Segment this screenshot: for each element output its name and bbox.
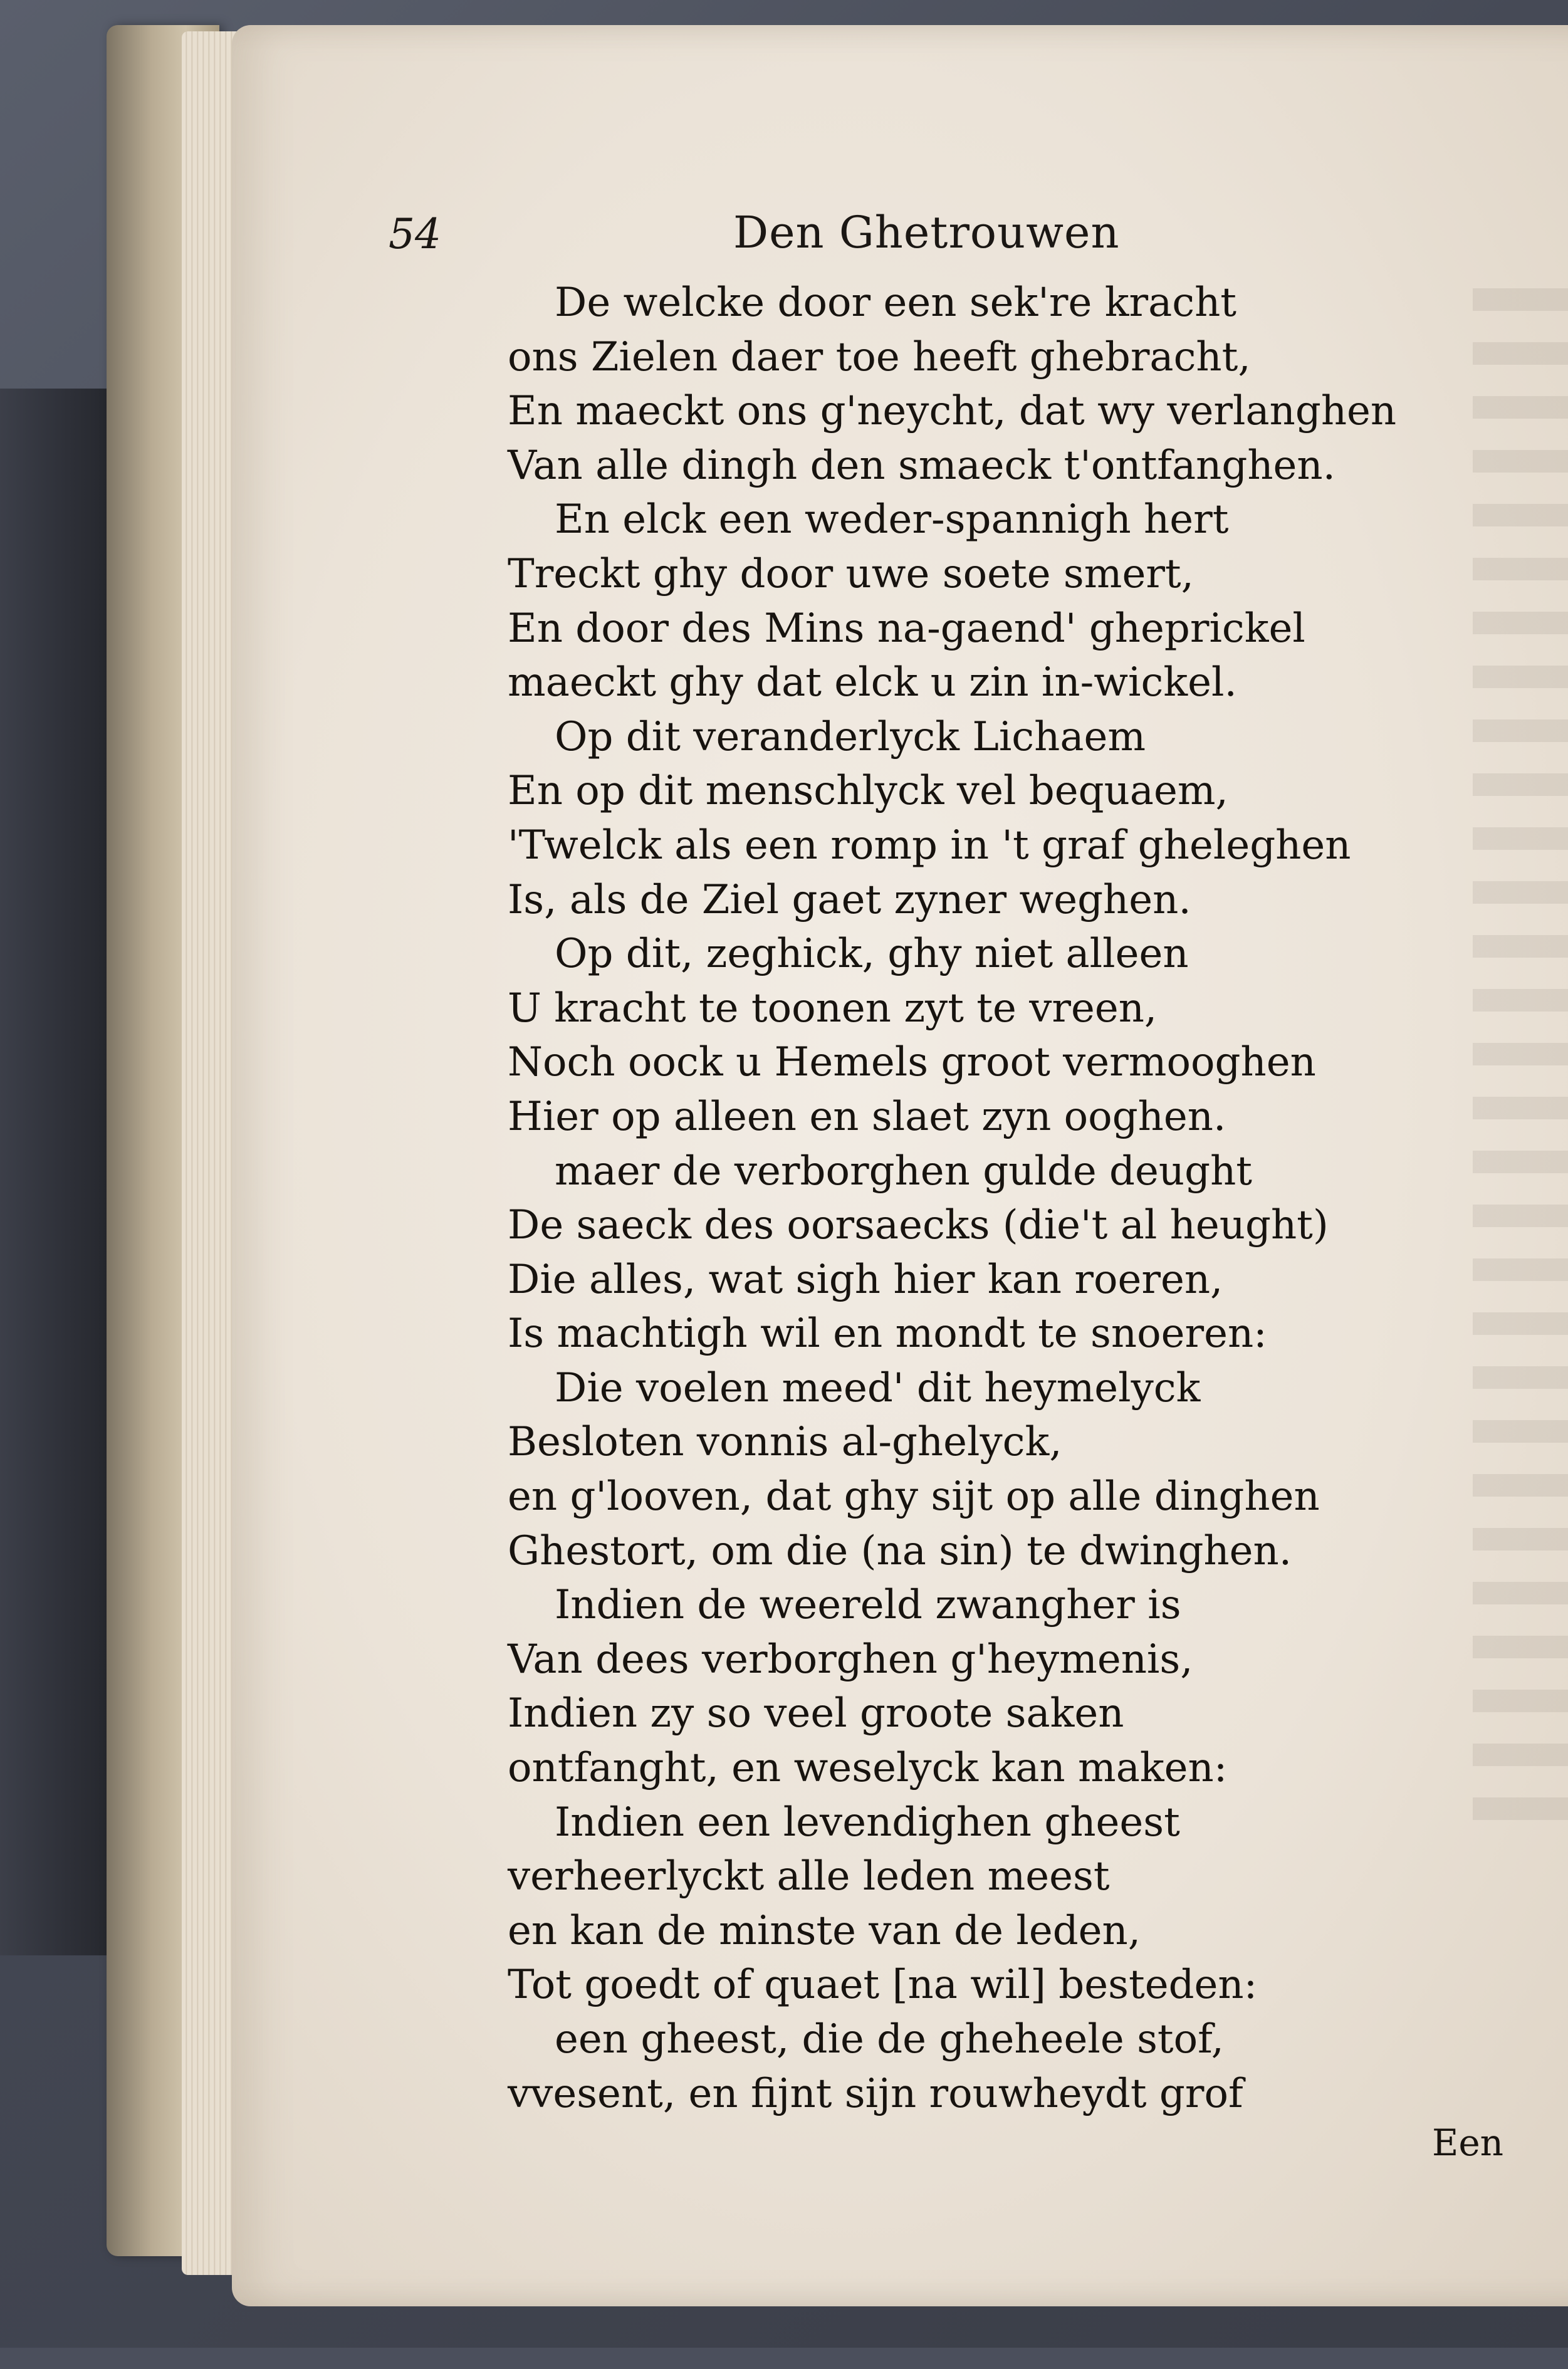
verse-line: Tot goedt of quaet [na wil] besteden: bbox=[508, 1962, 1258, 2009]
verse-line: ons Zielen daer toe heeft ghebracht, bbox=[508, 333, 1251, 380]
verse-line: Op dit, zeghick, ghy niet alleen bbox=[555, 931, 1189, 978]
verse-line: Ghestort, om die (na sin) te dwinghen. bbox=[508, 1527, 1292, 1574]
verse-line: De welcke door een sek're kracht bbox=[555, 280, 1236, 326]
verse-line: En door des Mins na-gaend' gheprickel bbox=[508, 605, 1305, 652]
verse-line: Treckt ghy door uwe soete smert, bbox=[508, 550, 1194, 597]
verse-line: en g'looven, dat ghy sijt op alle dinghen bbox=[508, 1473, 1320, 1520]
page-number: 54 bbox=[389, 210, 441, 258]
verse-line: Noch oock u Hemels groot vermooghen bbox=[508, 1039, 1316, 1086]
verse-line: maer de verborghen gulde deught bbox=[555, 1148, 1252, 1195]
verse-line: Is, als de Ziel gaet zyner weghen. bbox=[508, 876, 1191, 923]
verse-line: U kracht te toonen zyt te vreen, bbox=[508, 985, 1158, 1032]
verse-line: Van alle dingh den smaeck t'ontfanghen. bbox=[508, 442, 1335, 489]
verse-line: Die alles, wat sigh hier kan roeren, bbox=[508, 1256, 1223, 1303]
verse-line: Van dees verborghen g'heymenis, bbox=[508, 1636, 1193, 1683]
verse-line: Indien zy so veel groote saken bbox=[508, 1690, 1124, 1737]
verse-line: ontfanght, en weselyck kan maken: bbox=[508, 1745, 1228, 1792]
verse-line: Is machtigh wil en mondt te snoeren: bbox=[508, 1310, 1267, 1357]
verse-line: En op dit menschlyck vel bequaem, bbox=[508, 768, 1228, 815]
verse-block bbox=[508, 276, 1523, 2121]
verse-line: De saeck des oorsaecks (die't al heught) bbox=[508, 1202, 1329, 1249]
verse-line: Op dit veranderlyck Lichaem bbox=[555, 713, 1146, 760]
verse-line: Die voelen meed' dit heymelyck bbox=[555, 1364, 1201, 1411]
catchword: Een bbox=[1432, 2121, 1504, 2164]
verse-line: maeckt ghy dat elck u zin in-wickel. bbox=[508, 659, 1237, 706]
verse-line: verheerlyckt alle leden meest bbox=[508, 1853, 1110, 1900]
verse-line: Besloten vonnis al-ghelyck, bbox=[508, 1419, 1062, 1466]
cloth-fold bbox=[0, 389, 113, 1955]
verse-line: Hier op alleen en slaet zyn ooghen. bbox=[508, 1093, 1226, 1140]
verse-line: En elck een weder-spannigh hert bbox=[555, 496, 1229, 543]
verse-line: een gheest, die de gheheele stof, bbox=[555, 2016, 1224, 2063]
running-head: Den Ghetrouwen bbox=[733, 207, 1120, 258]
verse-line: En maeckt ons g'neycht, dat wy verlanghen bbox=[508, 388, 1397, 435]
verse-line: Indien de weereld zwangher is bbox=[555, 1582, 1181, 1629]
verse-line: Indien een levendighen gheest bbox=[555, 1799, 1180, 1846]
verse-line: 'Twelck als een romp in 't graf gheleghen bbox=[508, 822, 1351, 869]
verse-line: en kan de minste van de leden, bbox=[508, 1907, 1141, 1954]
verse-line: vvesent, en fijnt sijn rouwheydt grof bbox=[508, 2070, 1243, 2117]
